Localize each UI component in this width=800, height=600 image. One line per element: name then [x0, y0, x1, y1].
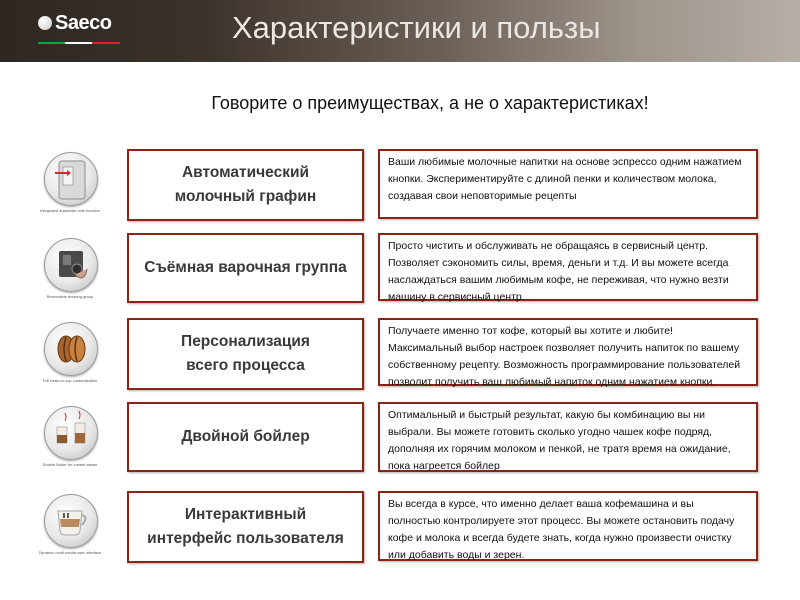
brewing-group-icon — [44, 238, 98, 292]
benefit-box: Получаете именно тот кофе, который вы хотите и любите! Максимальный выбор настроек позволяет получить напиток по вашему собственному рецепту. Возможность программирование пользователей позволит получить ваш любимый напиток одним нажатием кнопки. — [378, 318, 758, 386]
brand-name: Saeco — [55, 11, 112, 34]
feature-icon-block — [40, 406, 102, 478]
feature-row — [0, 494, 800, 566]
benefit-box: Ваши любимые молочные напитки на основе эспрессо одним нажатием кнопки. Экспериментируйте с длиной пенки и количеством молока, создавая свои неповторимые рецепты — [378, 149, 758, 219]
feature-row — [0, 238, 800, 310]
cup-interface-icon — [44, 494, 98, 548]
feature-box: Интерактивный интерфейс пользователя — [127, 491, 364, 563]
double-boiler-icon — [44, 406, 98, 460]
feature-icon-block — [40, 152, 102, 224]
icon-caption: Integrated automatic milk function — [40, 208, 100, 213]
logo-mark-icon — [38, 16, 52, 30]
feature-box: Персонализация всего процесса — [127, 318, 364, 390]
benefit-box: Оптимальный и быстрый результат, какую бы комбинацию вы ни выбрали. Вы можете готовить сколько угодно чашек кофе подряд, дополняя их горячим молоком и пенкой, не тратя время на ожидание, пока нагреется бойлер — [378, 402, 758, 472]
feature-box: Двойной бойлер — [127, 402, 364, 472]
feature-box: Съёмная варочная группа — [127, 233, 364, 303]
icon-caption: Double Boiler for instant steam — [42, 462, 98, 467]
feature-row — [0, 152, 800, 224]
icon-caption: Removable brewing group — [46, 294, 94, 299]
feature-row — [0, 406, 800, 478]
milk-carafe-icon — [44, 152, 98, 206]
brand-logo — [38, 10, 111, 36]
feature-icon-block — [40, 238, 102, 310]
page-title: Характеристики и пользы — [232, 10, 601, 45]
benefit-box: Вы всегда в курсе, что именно делает ваша кофемашина и вы полностью контролируете этот процесс. Вы можете остановить подачу кофе и молока и всегда будете знать, когда нужно произвести очистку или добавить воды и зерен. — [378, 491, 758, 561]
feature-icon-block — [40, 322, 102, 394]
feature-box: Автоматический молочный графин — [127, 149, 364, 221]
coffee-beans-icon — [44, 322, 98, 376]
icon-caption: Dynamic multi-media user interface — [38, 550, 102, 555]
subtitle: Говорите о преимуществах, а не о характеристиках! — [211, 93, 649, 113]
italian-flag-stripe — [38, 42, 120, 44]
icon-caption: Full bean-to-cup customization — [42, 378, 98, 383]
header-bar — [0, 0, 800, 62]
feature-row — [0, 322, 800, 394]
feature-icon-block — [40, 494, 102, 566]
benefit-box: Просто чистить и обслуживать не обращаясь в сервисный центр. Позволяет сэкономить силы, время, деньги и т.д. И вы можете всегда наслаждаться вашим любимым кофе, не переживая, что нужно везти машину в сервисный центр. — [378, 233, 758, 301]
